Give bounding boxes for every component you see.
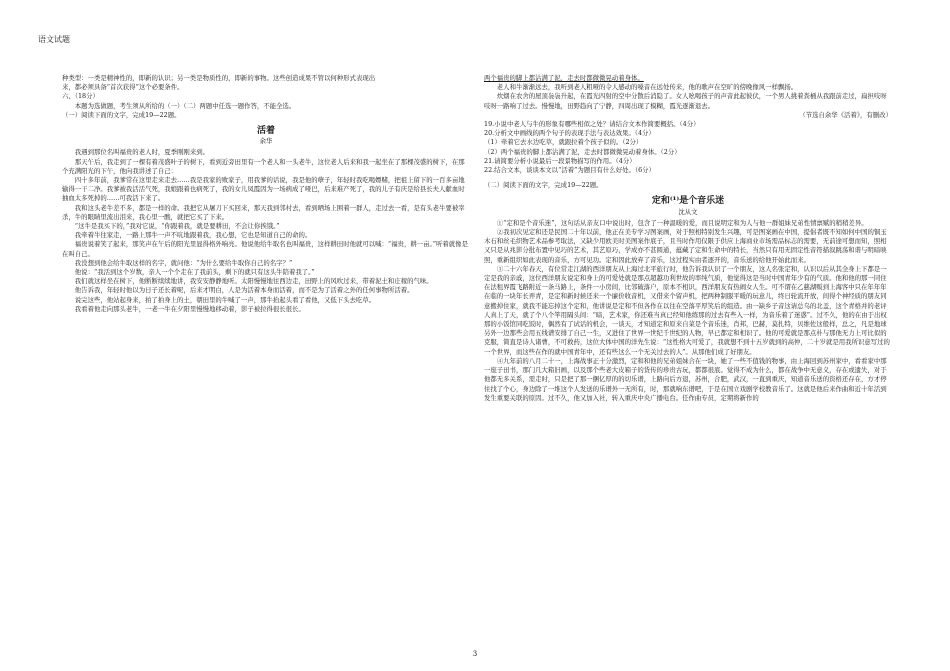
essay-paragraph: ④九年前的八月二十一，上海战事正十分激烈，定和和他的兄弟姐妹合在一块，她了一些不值钱的物事，由上海回到苏州家中，看看家中那一座子田书，那门几大箱旧画，以及那个些老大皮箱子的货传的珍贵古玩，都都很底。觉得不成为什么，都在战争中无意义，存在或遗失，对于他都无多关系，需走时，只是把了那一捆亿厚的的切乐谱，上路向后方退，苏州，合肥，武汉，一直到重庆，知道音乐送的资格还存在，方才停住找了个心，身边除了一堆这个人发送的乐谱外一无所有，时，那就响东谱吧，于是在国立戏剧学校教音乐了。这就是他后来作曲和近十年活到发生重要关联的原因。过不久，他又加入社，转入重庆中央广播电台。任作曲专员，定期将新作的 <box>484 356 887 402</box>
story-paragraph: 我和这头老牛差不多，都是一样的命。我把它从屠刀下买回来，那天我到邻村去，看到晒场上围着一群人，走过去一看，是有头老牛要被宰杀，牛的眼睛里流出泪来，我心里一酸，就把它买了下来。 <box>62 203 465 221</box>
story-paragraph: 说完这些，他站起身来，拍了拍身上的土，朝田里的牛喊了一声，那牛抬起头看了看他，又低下头去吃草。 <box>74 295 376 304</box>
intro-line: 来，都必须具备“首次获得”这个必要条件。 <box>62 83 184 92</box>
story-paragraph: 我遇到那位名叫福贵的老人时，夏季刚刚来到。 <box>74 148 209 157</box>
story-paragraph: 他告诉我，年轻时他以为日子还长着呢，后来才明白，人是为活着本身而活着，而不是为了活着之外的任何事物所活着。 <box>74 286 414 295</box>
essay-body <box>484 219 892 403</box>
story-paragraph: 我没想到他会给牛取这样的名字，就问他：“为什么要给牛取你自己的名字？” <box>74 258 293 267</box>
intro-text <box>62 74 470 92</box>
essay-paragraph: ①“定和是个音乐迷”，这句话从亲友口中说出时，包含了一种温暖的爱，而且说明定和为人与他一群姐妹兄弟性情禀赋的稍稍差异。 <box>496 218 868 227</box>
question-list <box>484 120 892 175</box>
question-item: （1）牵着它去水边吃草，就跟拉着个孩子似的。（2分） <box>484 138 643 147</box>
story-paragraph: 我牵着牛往家走，一路上那牛一声不吭地跟着我，我心想，它也是知道自己的命的。 <box>74 231 312 240</box>
sub-instruction: （一）阅读下面的文字，完成19—22题。 <box>62 110 181 119</box>
question-item: 21.请简要分析小说最后一段景物描写的作用。（4分） <box>484 156 636 165</box>
essay-paragraph: ②我初次见定和还是民国二十年以前，他正在美专学习图案画，对于照相特别发生兴趣，可是图案画在中国，提倡者既不知如何中国的铜玉木石和丝毛织物艺术品参考取法，又缺少用欧美时美图案作底子，且当时作用仅限于供应上海商业市场需品标志的需要，无前途可想而知，照相又只是从兆影分批布置中见巧的艺术，其艺原巧，学成亦不甚圆通，蕴藏了定和生命中的特长，当然只有用无固定性音符描叙跳荡和谐与明暗映照，重新组织如此表现的音乐，方可见功。定和因此放弃了音乐，这过程实由者逐开的，音乐送的给他开始此而来。 <box>484 228 887 264</box>
essay-title: 定和⁽¹⁾是个音乐迷 <box>651 196 725 207</box>
question-item: （2）两个福贵的脚上都沾满了泥，走去时都微微晃动着身体。（2分） <box>484 147 681 156</box>
story-paragraph: 两个福贵的脚上都沾满了泥，走去时都微微晃动着身体。 <box>484 74 644 82</box>
left-column <box>62 74 470 314</box>
question-item: 19.小说中老人与牛的形象有哪些相似之处？请结合文本作简要概括。（4分） <box>484 120 700 129</box>
question-item: 20.分析文中画线的两个句子的表现手法与表达效果。（4分） <box>484 129 655 138</box>
story-paragraph: 四十多年前，我爹常在这里走来走去……我是我家的败家子，用我爹的话说，我是他的孽子，年轻时我吃喝嫖赌，把祖上留下的一百多亩地输得一干二净。我爹被我活活气死，我娘跟着也病死了，我的女儿凤霞因为一场病成了哑巴，后来难产死了，我的儿子有庆是给县长夫人献血时抽血太多死掉的……可我活下来了。 <box>62 176 465 203</box>
essay-author: 沈从文 <box>678 207 698 216</box>
right-column <box>484 74 892 403</box>
intro-line: 种类型：一类是精神性的，即新的认识；另一类是物质性的，即新的事物。这些创造成果不管以何种形式表现出 <box>62 74 376 82</box>
story-continued <box>484 74 892 111</box>
story-paragraph: 福贵说着笑了起来，那笑声在午后的阳光里显得格外响亮。他说他给牛取名也叫福贵，这样耕田时他就可以喊：“福贵，耕一亩。”听着就像是在叫自己。 <box>62 240 468 258</box>
story-paragraph: 炊烟在农舍的屋顶袅袅升起，在霞光四射的空中分散后消隐了。女人吆喝孩子的声音此起彼伏，一个男人挑着粪桶从我跟前走过，扁担吱呀吱呀一路响了过去。慢慢地，田野趋向了宁静，四周出现了模糊，霞光逐渐退去。 <box>484 92 887 110</box>
story-source: （节选自余华《活着》，有删改） <box>799 110 892 119</box>
story-author: 余华 <box>259 137 273 146</box>
story-paragraph: 我看着他走向那头老牛，一老一牛在夕阳里慢慢地移动着，影子被拉得很长很长。 <box>74 304 305 313</box>
story-body <box>62 148 470 314</box>
page-number: 3 <box>472 650 478 658</box>
essay-paragraph: ③二十六年春天，有位常走江湖的西洋朋友从上海过北平旅行时，他告诉我认识了一个朋友，这人名张定和，认识以后从其全身上下都是一定是我的亲戚，这位西洋朋友说定和身上的可爱处就是那点超越功利世故的率纯气质，他觉得这是当时中国青年少有的气质。他和他的那一同住在法租界霞飞路附近一条马路上，条件一小房间，比邻破落户，原本不相识，西洋朋友有热闹女人生。可不谓在乙慈湖贩到上海客中只在年年年在临的一块年长弄青，是定和新时候还来一个廉价收音机，又借来个留声机，把两种制服平暖的玩意儿，终日轮流开放，间得个神经质的朋友同意搬掉住家，就我不能忘掉这个定和，他讲说是定和不但各作在以往在空落平厚笑后的组造。由一缺乡子音这请总乌的北盖，这个青格并的老评人真上了天，就了个八个竿用隔头间：“暗，艺术家，你还难当真已经知他练那的过去有些入一样，为音乐着了迷惑”。过不久，他的在由于出权那的小饭馆同吃饭时，偶然有了试话的机会，一谈天，才知道定和原来自菜是个音乐迷，肖邦，巴赫，莫扎特，贝维佐这般样，总之，凡是地球另外一边那些会用五线谱安排了自己一生，又进住了世界一世纪千世纪的人物，早已都定和相识了。他的可爱就是那点朴与那他无力上可比似的克服，简直是诗人诸曹，不可救药，这位大体中国的洋先生说：“这性格大可爱了，我就想不到十五岁就到的高仲，二十岁就是用我所识意写过的一个世界，而这些在作的就中国青年中，还有些这么一个无关过去的人”。从那他们成了好朋友。 <box>484 264 890 356</box>
story-paragraph: 我们就这样坐在树下，他断断续续地讲，我安安静静地听。太阳慢慢地往西边走，田野上的风吹过来，带着泥土和庄稼的气味。 <box>74 277 433 286</box>
story-paragraph: 他说：“我活到这个岁数，亲人一个个走在了我前头，剩下的就只有这头牛陪着我了。” <box>74 268 315 277</box>
instruction: 本题为选做题，考生须从所给的（一）（二）两题中任选一题作答，不能全选。 <box>74 101 296 110</box>
story-paragraph: 那天午后，我走到了一棵有着茂盛叶子的树下，看到近旁田里有一个老人和一头老牛，这位老人后来和我一起坐在了那棵茂盛的树下，在那个充满阳光的下午，他向我讲述了自己： <box>62 157 465 175</box>
question-item: 22.结合文本，谈谈本文以“活着”为题目有什么好处。（6分） <box>484 166 655 175</box>
story-paragraph: 老人和牛渐渐远去，我听到老人粗哑的令人感动的嗓音在远处传来，他的歌声在空旷的傍晚像风一样飘扬。 <box>496 83 798 92</box>
story-title: 活着 <box>256 126 275 137</box>
section-heading: 六、（18分） <box>62 92 99 101</box>
page-header: 语文试题 <box>38 35 70 44</box>
part2-instruction: （二）阅读下面的文字，完成19—22题。 <box>484 181 603 190</box>
story-paragraph: “这牛是我买下的，”我对它说，“你跟着我，就是要耕田，不会让你挨饿。” <box>74 222 280 231</box>
